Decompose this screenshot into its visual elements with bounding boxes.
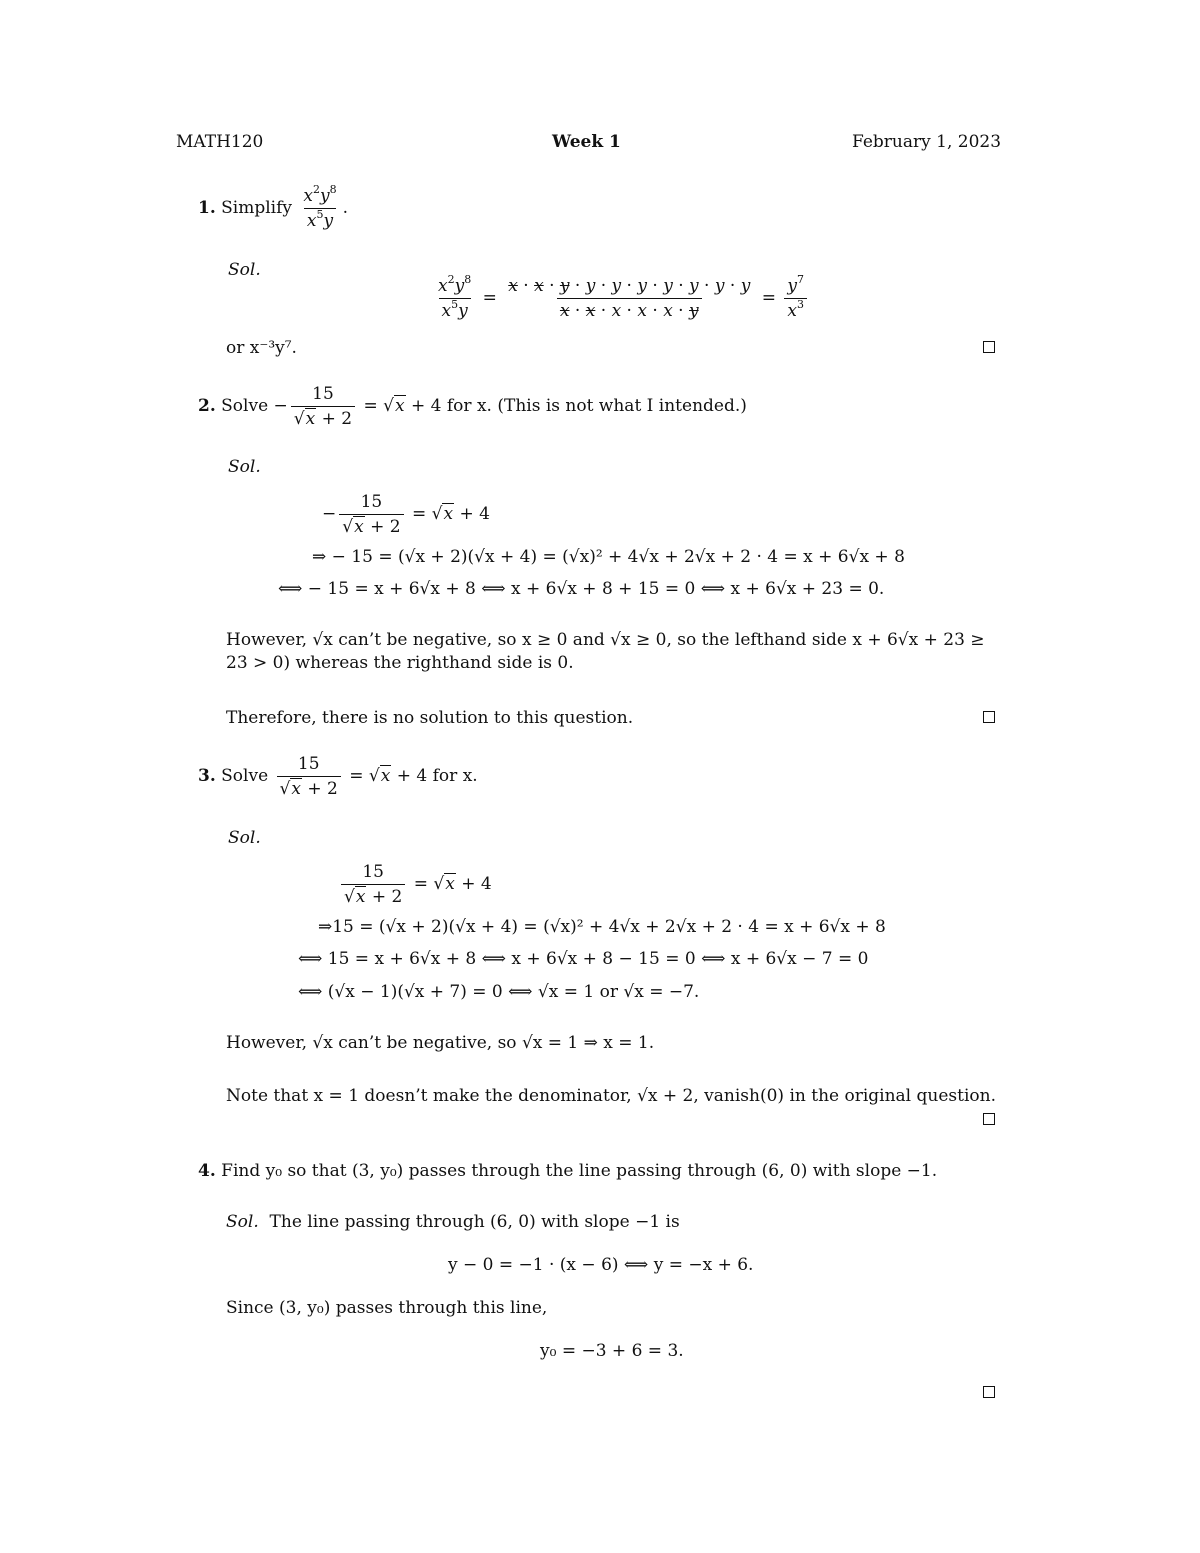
problem-1-tail: or x⁻³y⁷. — [226, 338, 297, 358]
equation-line: y − 0 = −1 · (x − 6) ⟺ y = −x + 6. — [448, 1255, 754, 1275]
equation-line: ⟺ 15 = x + 6√x + 8 ⟺ x + 6√x + 8 − 15 = 0 ⟺ x + 6√x − 7 = 0 — [298, 949, 869, 969]
page-title: Week 1 — [552, 132, 621, 152]
problem-2-however-cont: 23 > 0) whereas the righthand side is 0. — [226, 653, 574, 673]
equation-line: ⟺ (√x − 1)(√x + 7) = 0 ⟺ √x = 1 or √x = −7. — [298, 982, 700, 1002]
qed-mark — [983, 1113, 995, 1125]
problem-4-since: Since (3, y₀) passes through this line, — [226, 1298, 548, 1318]
equation-line: y₀ = −3 + 6 = 3. — [540, 1341, 684, 1361]
qed-mark — [983, 1386, 995, 1398]
problem-4-sol: Sol. The line passing through (6, 0) with slope −1 is — [226, 1212, 680, 1232]
problem-1-prompt: Simplify — [221, 198, 293, 218]
sol-label: Sol. — [228, 260, 261, 280]
problem-1-equation: $\frac{x^2y^8}{x^5y}$ = $\frac{x \cdot x \cdot y \cdot y \cdot y \cdot y \cdot y \cdot y \cdot y \cdot y}{x \cdot x \cdot x \cdot x \cdot x \cdot y}$ = $\frac{y^7}{x^3}$ — [432, 276, 810, 321]
problem-3-note: Note that x = 1 doesn’t make the denominator, √x + 2, vanish(0) in the original question. — [226, 1086, 996, 1106]
problem-2-however: However, √x can’t be negative, so x ≥ 0 and √x ≥ 0, so the lefthand side x + 6√x + 23 ≥ — [226, 630, 985, 650]
qed-mark — [983, 711, 995, 723]
sol-label: Sol. — [228, 457, 261, 477]
date: February 1, 2023 — [852, 132, 1002, 152]
problem-3: 3. Solve $\frac{15}{√x + 2}$ = √x + 4 for x. — [198, 754, 478, 799]
fraction: $\frac{x^2y^8}{x^5y}$ — [303, 183, 337, 231]
problem-1: 1. Simplify $\frac{x^2y^8}{x^5y}$ . — [198, 183, 349, 231]
qed-mark — [983, 341, 995, 353]
equation-line: ⇒ − 15 = (√x + 2)(√x + 4) = (√x)² + 4√x + 2√x + 2 · 4 = x + 6√x + 8 — [312, 547, 905, 567]
course-code: MATH120 — [176, 132, 264, 152]
equation-line: $\frac{15}{√x + 2}$ = √x + 4 — [338, 862, 492, 907]
equation-line: ⟺ − 15 = x + 6√x + 8 ⟺ x + 6√x + 8 + 15 = 0 ⟺ x + 6√x + 23 = 0. — [278, 579, 885, 599]
equation-line: − $\frac{15}{√x + 2}$ = √x + 4 — [322, 492, 490, 537]
equation-line: ⇒15 = (√x + 2)(√x + 4) = (√x)² + 4√x + 2√x + 2 · 4 = x + 6√x + 8 — [318, 917, 886, 937]
problem-2: 2. Solve − $\frac{15}{√x + 2}$ = √x + 4 for x. (This is not what I intended.) — [198, 384, 747, 429]
problem-1-number: 1. — [198, 198, 216, 218]
problem-4: 4. Find y₀ so that (3, y₀) passes through the line passing through (6, 0) with slope −1. — [198, 1161, 938, 1181]
sol-label: Sol. — [228, 828, 261, 848]
problem-2-conclusion: Therefore, there is no solution to this question. — [226, 708, 634, 728]
problem-3-however: However, √x can’t be negative, so √x = 1 ⇒ x = 1. — [226, 1033, 655, 1053]
